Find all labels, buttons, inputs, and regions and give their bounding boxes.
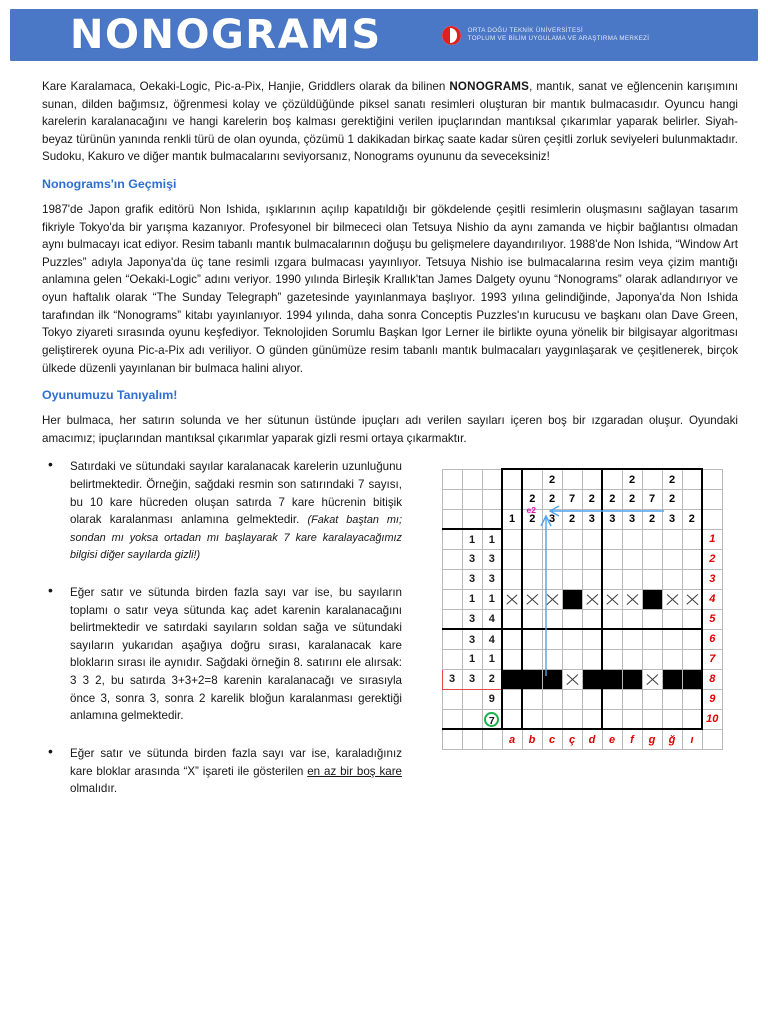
puzzle-cell[interactable]	[522, 709, 542, 729]
odtu-circle-logo-icon	[442, 26, 461, 45]
puzzle-cell[interactable]	[662, 689, 682, 709]
puzzle-cell[interactable]	[502, 709, 522, 729]
bullet-2-text: • Eğer satır ve sütunda birden fazla sayı var ise, bu sayıların toplamı o satır veya sütunda kaç adet karenin karalanacağını belirtmektedir ve satırdaki sayıların soldan sağa ve sütundaki sayıların yukarıdan aşağıya doğru sırası, karalanacak kare blokların sırası ile aynıdır. Sağdaki örneğin 8. satırını ele alırsak: 3 3 2, bu satırda 3+3+2=8 karenin karalanacağı ve sırasıyla önce 3, sonra 3, sonra 2 karelik bloğun karalanması gerektiği anlamına gelmektedir.	[70, 586, 402, 723]
list-item-x-gap	[42, 745, 402, 798]
intro-game-paragraph: Her bulmaca, her satırın solunda ve her sütunun üstünde ipuçları adı verilen sayıları içeren boş bir ızgaradan oluşur. Oyundaki amacımız; ipuçlarından mantıksal çıkarımlar yaparak gizli resmi ortaya çıkarmaktır.	[42, 414, 738, 445]
row-clue-cell: 1	[482, 589, 502, 609]
spacer-cell	[702, 489, 722, 509]
puzzle-cell[interactable]	[542, 609, 562, 629]
bullet-3-underlined: en az bir boş kare	[307, 764, 402, 778]
puzzle-cell[interactable]	[522, 569, 542, 589]
bullet-3-text-pre: Eğer satır ve sütunda birden fazla sayı var ise, karaladığınız kare bloklar arasında “X” işareti ile gösterilen	[70, 746, 402, 778]
puzzle-cell[interactable]	[502, 569, 522, 589]
puzzle-cell[interactable]	[562, 529, 582, 549]
column-clue-cell: 2	[542, 469, 562, 489]
spacer-cell	[482, 729, 502, 749]
row-number-label: 7	[702, 649, 722, 669]
puzzle-cell[interactable]	[642, 529, 662, 549]
puzzle-cell[interactable]	[642, 689, 662, 709]
puzzle-cell[interactable]	[542, 689, 562, 709]
grid-corner-cell	[442, 509, 462, 529]
puzzle-cell[interactable]	[562, 669, 582, 689]
column-clue-cell: 2	[542, 489, 562, 509]
puzzle-cell[interactable]	[522, 529, 542, 549]
column-label: e	[602, 729, 622, 749]
column-label: ç	[562, 729, 582, 749]
puzzle-cell[interactable]	[602, 649, 622, 669]
row-clue-cell	[442, 629, 462, 649]
puzzle-cell[interactable]	[662, 589, 682, 609]
row-clue-cell: 1	[482, 649, 502, 669]
row-clue-cell	[482, 709, 502, 729]
grid-corner-cell	[442, 469, 462, 489]
puzzle-cell[interactable]	[522, 689, 542, 709]
rules-list	[42, 458, 402, 797]
puzzle-cell[interactable]	[582, 709, 602, 729]
puzzle-cell[interactable]	[622, 589, 642, 609]
puzzle-cell[interactable]	[602, 709, 622, 729]
table-row	[442, 649, 722, 669]
puzzle-cell[interactable]	[522, 629, 542, 649]
row-clue-cell: 4	[482, 609, 502, 629]
puzzle-cell[interactable]	[642, 709, 662, 729]
puzzle-cell[interactable]	[622, 529, 642, 549]
row-clue-cell	[442, 529, 462, 549]
column-label: b	[522, 729, 542, 749]
puzzle-cell[interactable]	[542, 709, 562, 729]
puzzle-cell[interactable]	[682, 609, 702, 629]
row-number-label: 10	[702, 709, 722, 729]
puzzle-cell[interactable]	[682, 689, 702, 709]
puzzle-cell[interactable]	[662, 609, 682, 629]
row-clue-cell: 3	[462, 569, 482, 589]
row-clue-cell	[442, 689, 462, 709]
nonogram-figure	[414, 458, 750, 750]
column-clue-row	[442, 489, 722, 509]
puzzle-cell[interactable]	[502, 689, 522, 709]
table-row	[442, 629, 722, 649]
column-clue-row	[442, 469, 722, 489]
puzzle-cell[interactable]	[582, 529, 602, 549]
row-clue-cell: 3	[462, 549, 482, 569]
puzzle-cell[interactable]	[542, 589, 562, 609]
history-paragraph: 1987'de Japon grafik editörü Non Ishida, ışıklarının açılıp kapatıldığı bir gökdelende çeşitli resimlerin oluşmasını sağlayan tasarım fikriyle Tokyo'da bir yarışma kazanıyor. Profesyonel bir bilmececi olan Tetsuya Nishio da aynı zamanda ve hiçbir bağlantısı olmadan aynı bulmacayı icat ediyor. Resim tabanlı mantık bulmacalarının doğuşu bu gelişmelere dayandırılıyor. 1988'de Non Ishida, “Window Art Puzzles” adıyla Japonya'da üç tane resimli ızgara bulmacası yayınlıyor. Tetsuya Nishio ise bulmacalarına resim veya çizim mantığı anlamına gelen “Oekaki-Logic” adını veriyor. 1990 yılında Birleşik Krallık'tan James Dalgety oyunu “Nonograms” olarak adlandırıyor ve oyun haftalık olarak “The Sunday Telegraph” gazetesinde yayınlanmaya başlıyor. 1993 yılına gelindiğinde, Japonya'da Non Ishida tarafından ilk “Nonograms” kitabı yayınlanıyor. 1994 yılında, daha sonra Conceptis Puzzles'ın kurucusu ve başkanı olan Dave Green, Tokyo ziyareti sırasında oyunu keşfediyor. Teknolojiden Sorumlu Başkan Igor Lerner ile birlikte oyuna yönelik bir bilgisayar algoritması geliştirerek oyuna Pic-a-Pix adı veriliyor. O günden günümüze resim tabanlı mantık bulmacaları yaygınlaşarak ve çeşitlenerek, birçok ülkede düzenli yayınlanan bir bulmaca halini alıyor.	[42, 203, 738, 375]
puzzle-cell[interactable]	[602, 549, 622, 569]
document-content	[0, 64, 768, 447]
grid-corner-cell	[462, 469, 482, 489]
puzzle-cell[interactable]	[502, 649, 522, 669]
puzzle-cell[interactable]	[622, 669, 642, 689]
puzzle-cell[interactable]	[682, 529, 702, 549]
puzzle-cell[interactable]	[622, 549, 642, 569]
row-clue-cell: 1	[462, 649, 482, 669]
puzzle-cell[interactable]	[562, 549, 582, 569]
row-clue-cell	[462, 709, 482, 729]
column-clue-cell: 7	[562, 489, 582, 509]
row-number-label: 9	[702, 689, 722, 709]
page-header-banner	[7, 6, 761, 64]
column-clue-cell	[502, 469, 522, 489]
grid-corner-cell	[442, 489, 462, 509]
puzzle-cell[interactable]	[642, 629, 662, 649]
puzzle-cell[interactable]	[582, 609, 602, 629]
puzzle-cell[interactable]	[662, 629, 682, 649]
column-label: ı	[682, 729, 702, 749]
column-clue-cell	[522, 469, 542, 489]
column-clue-cell: 2	[642, 509, 662, 529]
row-clue-cell: 3	[442, 669, 462, 689]
puzzle-cell[interactable]	[662, 669, 682, 689]
puzzle-cell[interactable]	[642, 649, 662, 669]
list-item-multiple-numbers	[42, 584, 402, 725]
row-number-label: 5	[702, 609, 722, 629]
bullet-1-note: (Fakat baştan mı; sondan mı yoksa ortadan mı başlayarak 7 kare karalayacağımız bilgisi diğer sayılarda gizli!)	[70, 514, 402, 562]
puzzle-cell[interactable]	[542, 569, 562, 589]
row-number-label: 6	[702, 629, 722, 649]
puzzle-cell[interactable]	[682, 669, 702, 689]
logo-line-center: TOPLUM VE BİLİM UYGULAMA VE ARAŞTIRMA MERKEZİ	[467, 35, 650, 42]
table-row	[442, 669, 722, 689]
puzzle-cell[interactable]	[522, 609, 542, 629]
row-clue-cell	[462, 689, 482, 709]
circled-row-clue: 7	[484, 712, 499, 727]
puzzle-cell[interactable]	[622, 629, 642, 649]
puzzle-cell[interactable]	[522, 649, 542, 669]
puzzle-cell[interactable]	[502, 549, 522, 569]
bullet-1-text-block	[70, 458, 402, 564]
puzzle-cell[interactable]	[662, 569, 682, 589]
puzzle-cell[interactable]	[542, 629, 562, 649]
row-clue-cell	[442, 649, 462, 669]
table-row	[442, 689, 722, 709]
column-clue-cell: 2	[522, 509, 542, 529]
column-label: c	[542, 729, 562, 749]
puzzle-cell[interactable]	[662, 709, 682, 729]
table-row	[442, 709, 722, 729]
puzzle-cell[interactable]	[682, 549, 702, 569]
page-title: NONOGRAMS	[70, 12, 382, 58]
puzzle-cell[interactable]	[602, 689, 622, 709]
row-clue-cell	[442, 709, 462, 729]
column-clue-cell: 2	[622, 489, 642, 509]
puzzle-cell[interactable]	[542, 669, 562, 689]
puzzle-cell[interactable]	[562, 649, 582, 669]
row-number-label: 4	[702, 589, 722, 609]
row-clue-cell: 4	[482, 629, 502, 649]
column-clue-cell: 3	[622, 509, 642, 529]
puzzle-cell[interactable]	[622, 649, 642, 669]
column-clue-cell: 3	[582, 509, 602, 529]
puzzle-cell[interactable]	[642, 669, 662, 689]
column-clue-cell: 3	[542, 509, 562, 529]
puzzle-cell[interactable]	[502, 669, 522, 689]
bullet-list-container	[42, 458, 402, 817]
row-number-label: 8	[702, 669, 722, 689]
spacer-cell	[702, 729, 722, 749]
column-clue-cell: 2	[682, 509, 702, 529]
column-clue-cell: 2	[562, 509, 582, 529]
puzzle-cell[interactable]	[522, 549, 542, 569]
row-clue-cell: 3	[462, 629, 482, 649]
row-number-label: 2	[702, 549, 722, 569]
column-clue-cell: 2	[522, 489, 542, 509]
row-clue-cell: 3	[462, 669, 482, 689]
row-clue-cell: 2	[482, 669, 502, 689]
puzzle-cell[interactable]	[542, 549, 562, 569]
spacer-cell	[702, 509, 722, 529]
puzzle-cell[interactable]	[582, 689, 602, 709]
puzzle-cell[interactable]	[642, 569, 662, 589]
puzzle-cell[interactable]	[582, 549, 602, 569]
bullet-1-text: Satırdaki ve sütundaki sayılar karalanacak karelerin uzunluğunu belirtmektedir. Örneğin, sağdaki resmin son satırındaki 7 sayısı, bu 10 kare hücreden oluşan satırda 7 kare hücrenin bitişik olarak karalanması anlamına gelmektedir.	[70, 460, 402, 527]
column-label: d	[582, 729, 602, 749]
row-clue-cell: 3	[482, 549, 502, 569]
row-number-label: 1	[702, 529, 722, 549]
puzzle-cell[interactable]	[682, 589, 702, 609]
bullet-3-text-post: olmalıdır.	[70, 782, 118, 796]
column-clue-cell	[582, 469, 602, 489]
puzzle-cell[interactable]	[682, 629, 702, 649]
column-label: a	[502, 729, 522, 749]
intro-part1: Kare Karalamaca, Oekaki-Logic, Pic-a-Pix, Hanjie, Griddlers olarak da bilinen	[42, 80, 450, 93]
puzzle-cell[interactable]	[502, 609, 522, 629]
puzzle-cell[interactable]	[602, 609, 622, 629]
table-row	[442, 549, 722, 569]
row-clue-cell: 1	[482, 529, 502, 549]
column-clue-cell: 3	[662, 509, 682, 529]
column-label: g	[642, 729, 662, 749]
logo-text	[468, 27, 650, 43]
column-clue-cell: 3	[602, 509, 622, 529]
spacer-cell	[702, 469, 722, 489]
intro-paragraph	[42, 78, 738, 166]
puzzle-cell[interactable]	[562, 589, 582, 609]
puzzle-cell[interactable]	[622, 569, 642, 589]
puzzle-cell[interactable]	[602, 529, 622, 549]
puzzle-cell[interactable]	[562, 609, 582, 629]
puzzle-cell[interactable]	[582, 569, 602, 589]
row-clue-cell	[442, 589, 462, 609]
list-item-row-col-lengths	[42, 458, 402, 564]
nonograms-bold: NONOGRAMS	[449, 80, 530, 93]
column-clue-cell	[602, 469, 622, 489]
puzzle-cell[interactable]	[582, 649, 602, 669]
grid-corner-cell	[482, 509, 502, 529]
logo-line-university: ORTA DOĞU TEKNİK ÜNİVERSİTESİ	[467, 27, 584, 35]
section-heading-intro-game: Oyunumuzu Tanıyalım!	[42, 388, 178, 403]
puzzle-cell[interactable]	[622, 689, 642, 709]
row-clue-cell: 1	[462, 529, 482, 549]
column-clue-row	[442, 509, 722, 529]
nonogram-puzzle	[442, 468, 723, 750]
nonogram-body	[442, 469, 722, 749]
spacer-cell	[442, 729, 462, 749]
table-row	[442, 609, 722, 629]
lower-section	[0, 458, 768, 817]
column-clue-cell: 1	[502, 509, 522, 529]
row-clue-cell	[442, 549, 462, 569]
row-clue-cell	[442, 609, 462, 629]
puzzle-cell[interactable]	[542, 649, 562, 669]
row-clue-cell: 3	[462, 609, 482, 629]
puzzle-cell[interactable]	[642, 549, 662, 569]
puzzle-cell[interactable]	[522, 669, 542, 689]
row-clue-cell: 1	[462, 589, 482, 609]
annotation-e2-label: e2	[526, 505, 536, 516]
puzzle-cell[interactable]	[622, 709, 642, 729]
puzzle-cell[interactable]	[662, 549, 682, 569]
puzzle-cell[interactable]	[682, 709, 702, 729]
row-clue-cell: 3	[482, 569, 502, 589]
grid-corner-cell	[482, 489, 502, 509]
column-clue-cell	[562, 469, 582, 489]
puzzle-cell[interactable]	[602, 589, 622, 609]
column-clue-cell: 2	[662, 469, 682, 489]
table-row	[442, 569, 722, 589]
spacer-cell	[462, 729, 482, 749]
column-label-row	[442, 729, 722, 749]
puzzle-cell[interactable]	[662, 529, 682, 549]
puzzle-cell[interactable]	[642, 589, 662, 609]
column-label: f	[622, 729, 642, 749]
column-clue-cell: 2	[662, 489, 682, 509]
university-logo	[442, 26, 650, 45]
column-clue-cell: 2	[622, 469, 642, 489]
puzzle-cell[interactable]	[682, 649, 702, 669]
grid-corner-cell	[462, 509, 482, 529]
puzzle-cell[interactable]	[502, 529, 522, 549]
puzzle-cell[interactable]	[502, 629, 522, 649]
puzzle-cell[interactable]	[582, 589, 602, 609]
puzzle-cell[interactable]	[602, 629, 622, 649]
puzzle-cell[interactable]	[562, 629, 582, 649]
puzzle-cell[interactable]	[562, 569, 582, 589]
section-heading-history: Nonograms'ın Geçmişi	[42, 177, 177, 192]
table-row	[442, 529, 722, 549]
row-clue-cell: 9	[482, 689, 502, 709]
nonogram-grid	[442, 468, 723, 750]
column-clue-cell	[642, 469, 662, 489]
grid-corner-cell	[462, 489, 482, 509]
column-clue-cell	[682, 469, 702, 489]
table-row	[442, 589, 722, 609]
puzzle-cell[interactable]	[582, 629, 602, 649]
column-label: ğ	[662, 729, 682, 749]
column-clue-cell	[502, 489, 522, 509]
bullet-3-text-block	[70, 745, 402, 798]
puzzle-cell[interactable]	[542, 529, 562, 549]
column-clue-cell	[682, 489, 702, 509]
grid-corner-cell	[482, 469, 502, 489]
puzzle-cell[interactable]	[582, 669, 602, 689]
intro-part2: , mantık, sanat ve eğlencenin karışımını sunan, dilden bağımsız, öğrenmesi kolay ve çözüldüğünde piksel sanatı resimleri oluşturan bir mantık bulmacasıdır. Oyuncu hangi karelerin karalanacağını ve hangi karelerin boş kalması gerektiğini verilen ipuçlarından mantıksal çıkarımlar yaparak belirler. Siyah-beyaz türünün yanında renkli türü de olan oyunda, çözümü 1 dakikadan birkaç saate kadar süren çeşitli zorluk seviyeleri bulunmaktadır. Sudoku, Kakuro ve diğer mantık bulmacalarını seviyorsanız, Nonograms oyununu da seveceksiniz!	[42, 80, 738, 164]
puzzle-cell[interactable]	[602, 669, 622, 689]
column-clue-cell: 7	[642, 489, 662, 509]
puzzle-cell[interactable]	[502, 589, 522, 609]
puzzle-cell[interactable]	[562, 689, 582, 709]
row-number-label: 3	[702, 569, 722, 589]
row-clue-cell	[442, 569, 462, 589]
column-clue-cell: 2	[582, 489, 602, 509]
puzzle-cell[interactable]	[642, 609, 662, 629]
puzzle-cell[interactable]	[682, 569, 702, 589]
puzzle-cell[interactable]	[522, 589, 542, 609]
column-clue-cell: 2	[602, 489, 622, 509]
puzzle-cell[interactable]	[622, 609, 642, 629]
puzzle-cell[interactable]	[562, 709, 582, 729]
puzzle-cell[interactable]	[662, 649, 682, 669]
puzzle-cell[interactable]	[602, 569, 622, 589]
